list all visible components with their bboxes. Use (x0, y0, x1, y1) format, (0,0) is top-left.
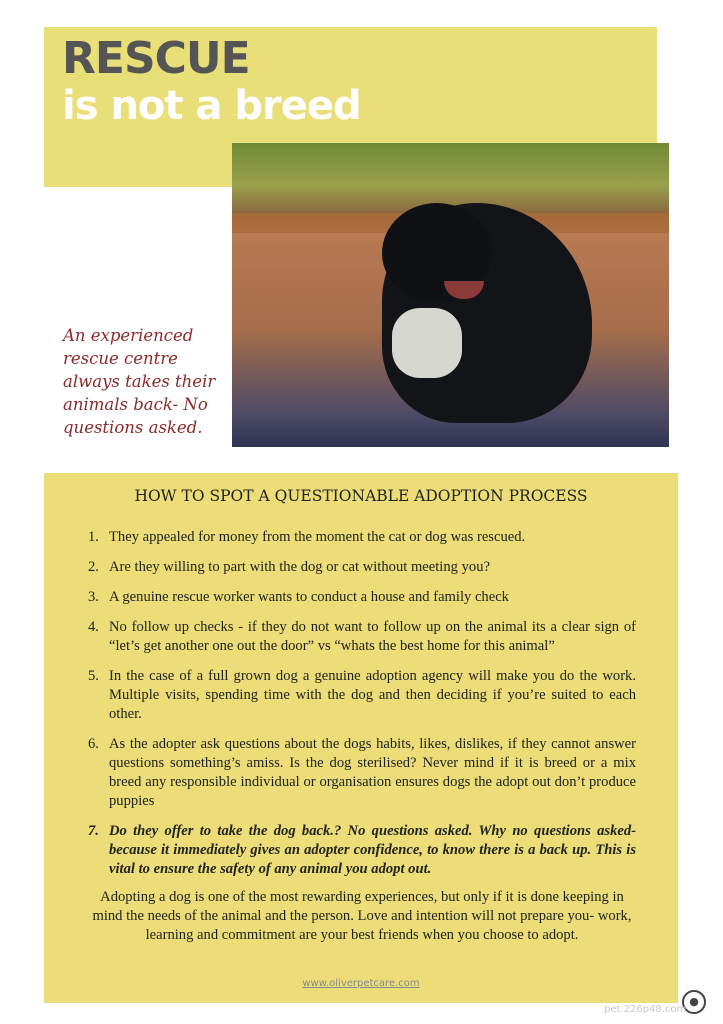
list-item: 6. As the adopter ask questions about the dogs habits, likes, dislikes, if they cannot answer questions something’s amiss. Is the dog sterilised? Never mind if it is breed or a mix breed any responsible individual or organisation ensures dogs the adopt out don’t produce puppies (88, 736, 636, 809)
adoption-heading: HOW TO SPOT A QUESTIONABLE ADOPTION PROCESS (134, 487, 588, 505)
list-item-emphasis: 7. Do they offer to take the dog back.? No questions asked. Why no questions asked- because it immediately gives an adopter confidence, to know there is a back up. This is vital to ensure the safety of any animal you adopt out. (88, 823, 636, 877)
list-item: 1. They appealed for money from the moment the cat or dog was rescued. (88, 529, 526, 545)
website-link[interactable]: www.oliverpetcare.com (302, 978, 420, 989)
dog-chest (392, 308, 462, 378)
list-item: 4. No follow up checks - if they do not want to follow up on the animal its a clear sign of “let’s get another one out the door” vs “whats the best home for this animal” (88, 619, 636, 654)
title-rescue: RESCUE (62, 33, 250, 84)
dog-face-icon: ● (682, 990, 706, 1014)
adoption-list (88, 528, 636, 890)
list-item: 2. Are they willing to part with the dog or cat without meeting you? (88, 559, 490, 575)
adoption-info-box (44, 473, 678, 1003)
watermark: pet.226p48.com (604, 1004, 687, 1015)
pull-quote: An experienced rescue centre always takes their animals back- No questions asked. (63, 326, 216, 437)
list-item: 3. A genuine rescue worker wants to conduct a house and family check (88, 589, 509, 605)
dog-photo (232, 143, 669, 447)
list-item: 5. In the case of a full grown dog a genuine adoption agency will make you do the work. Multiple visits, spending time with the dog and then deciding if you’re suited to each other. (88, 668, 636, 722)
photo-grass (232, 143, 669, 213)
title-subtitle: is not a breed (62, 83, 361, 129)
closing-paragraph: Adopting a dog is one of the most rewarding experiences, but only if it is done keeping in mind the needs of the animal and the person. Love and intention will not prepare you- work, learning and commitment are your best friends when you choose to adopt. (92, 889, 632, 943)
